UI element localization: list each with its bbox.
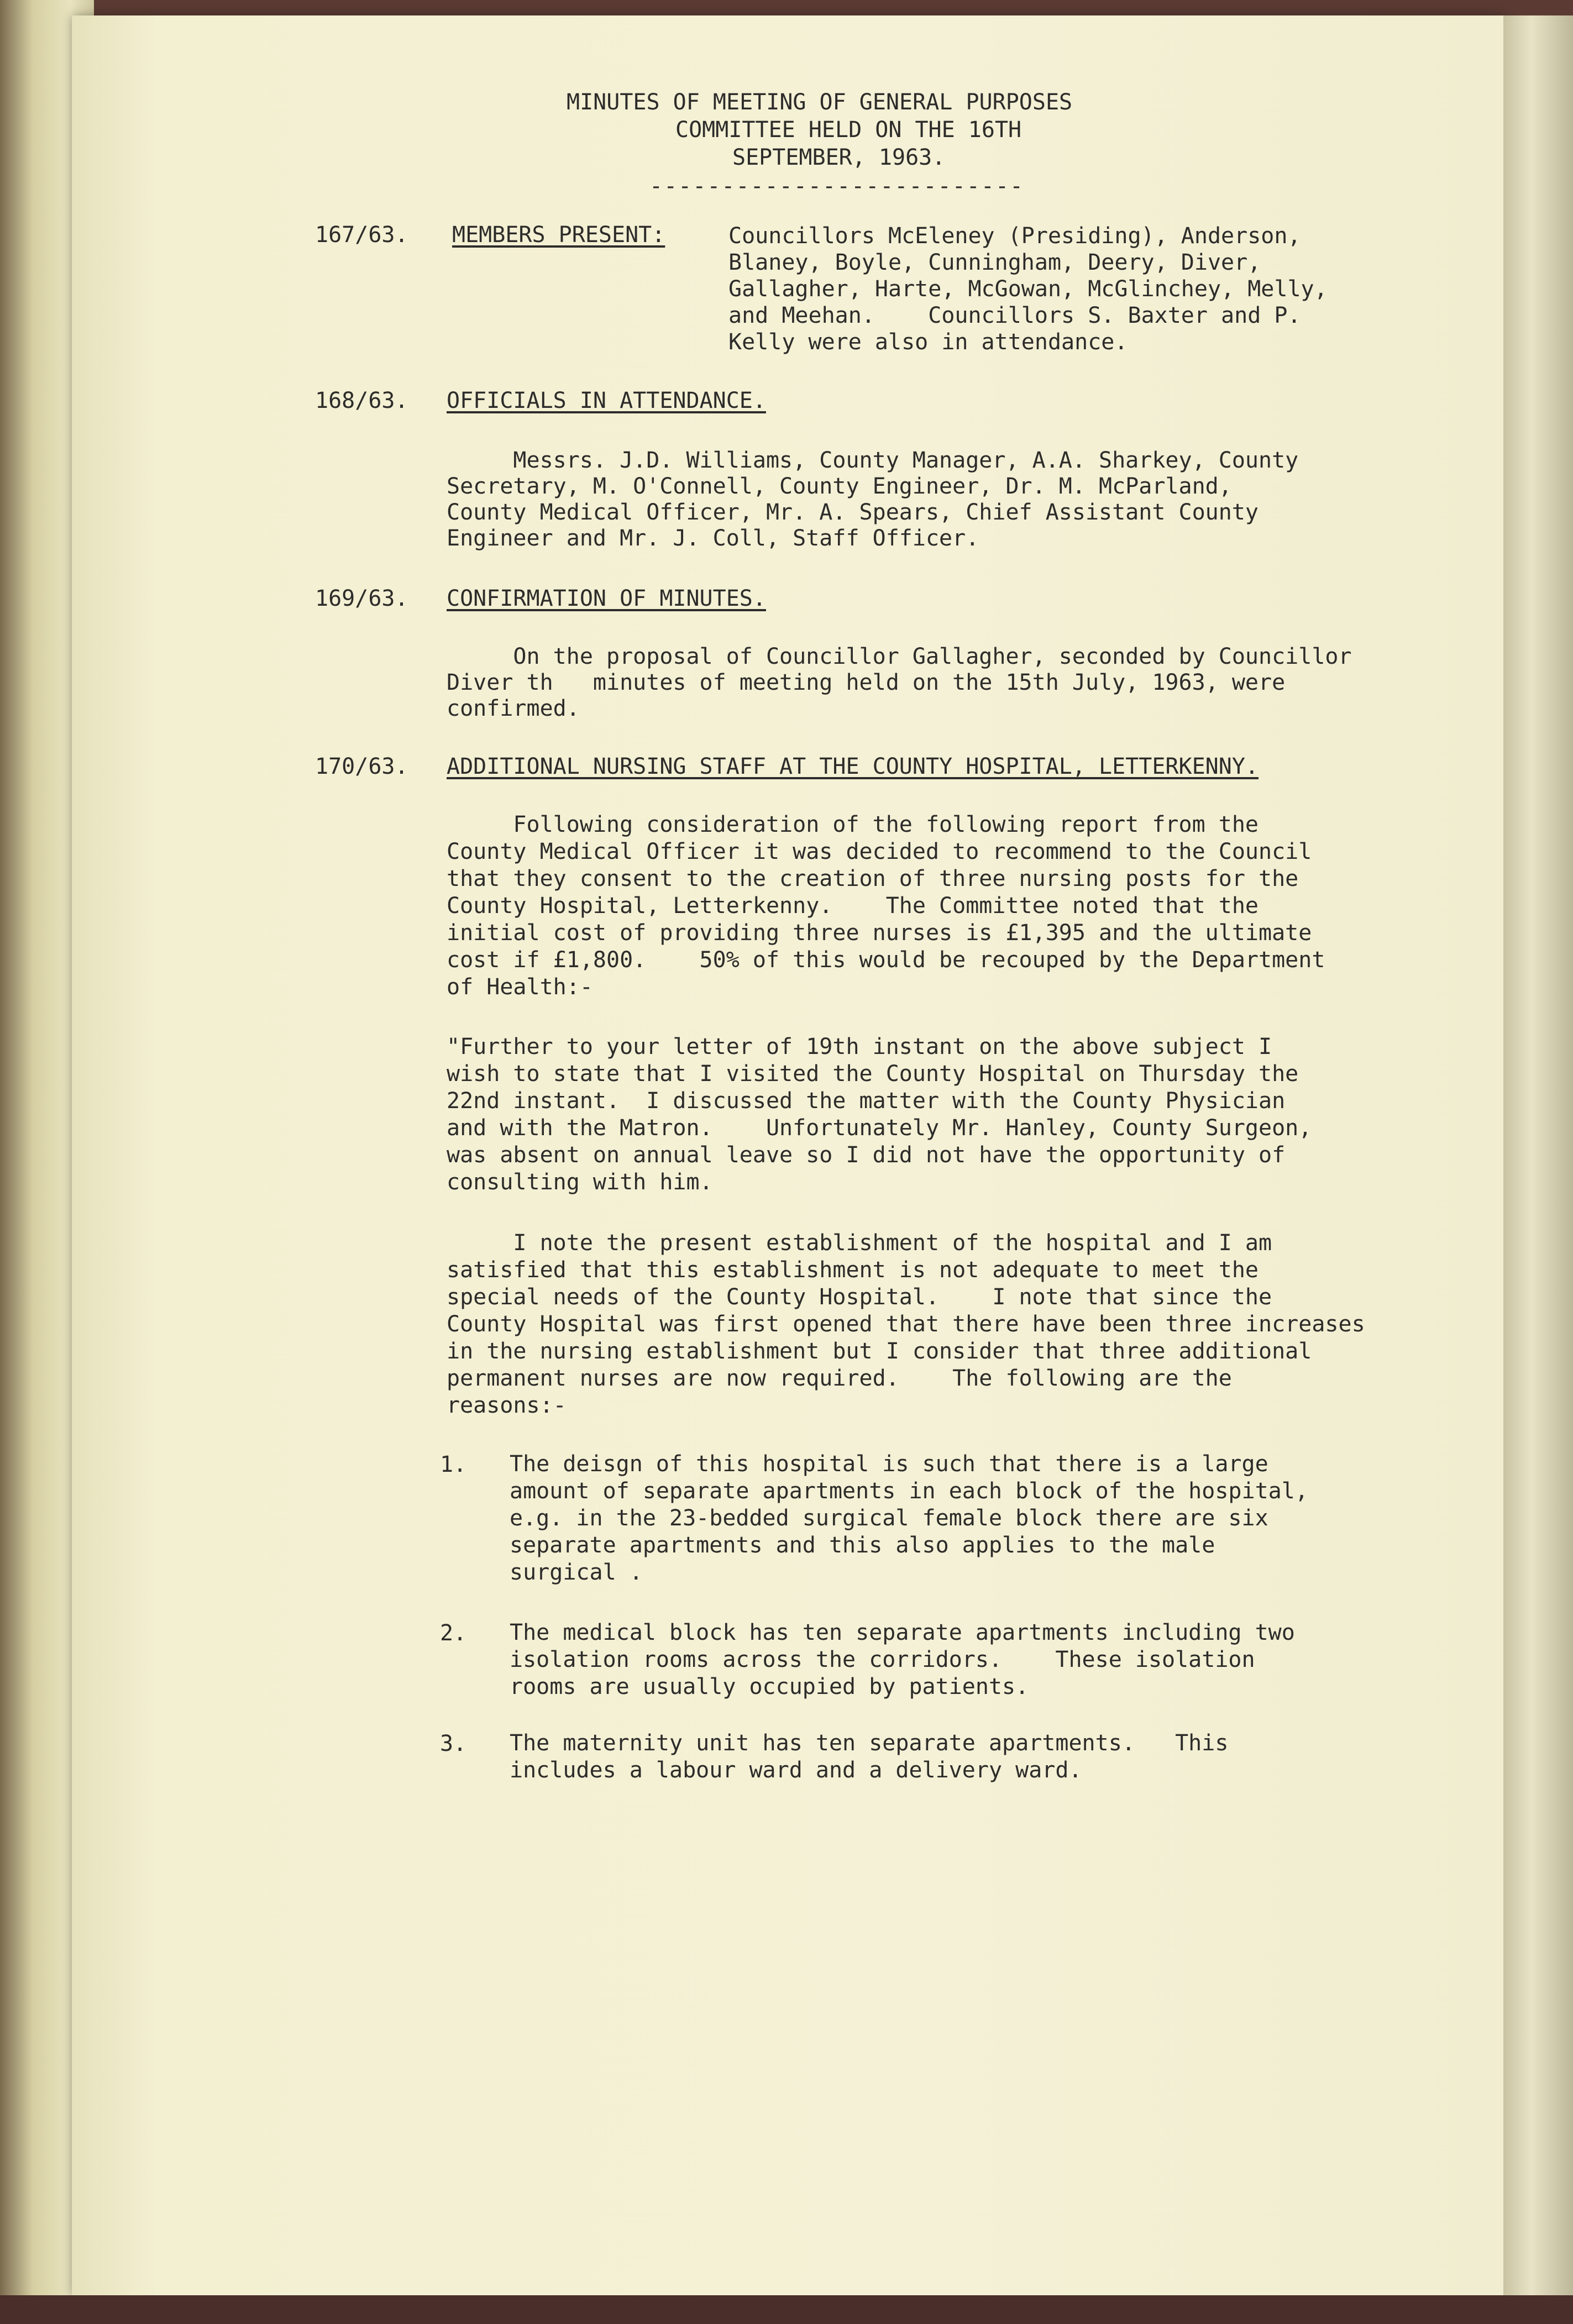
section-number-170: 170/63. — [315, 754, 408, 779]
paragraph-report-letter: "Further to your letter of 19th instant on the above subject I wish to state that I visited the County Hospital on Thursday the 22nd instant. I discussed the matter with the County Physician and with the Matron. Unfortunately Mr. Hanley, County Surgeon, was absent on annual leave so I did not have the opportunity of consulting with him. — [447, 1034, 1312, 1195]
section-body-members-present: Councillors McEleney (Presiding), Anderson, Blaney, Boyle, Cunningham, Deery, Diver, Gallagher, Harte, McGowan, McGlinchey, Melly, and Meehan. Councillors S. Baxter and P. Kelly were also in attendance. — [728, 223, 1328, 355]
section-number-169: 169/63. — [315, 586, 408, 611]
section-heading-officials-in-attendance: OFFICIALS IN ATTENDANCE. — [447, 388, 766, 413]
section-body-confirmation-of-minutes: On the proposal of Councillor Gallagher, seconded by Councillor Diver th minutes of meeting held on the 15th July, 1963, were confirmed. — [447, 644, 1352, 721]
reason-number-2: 2. — [440, 1620, 467, 1646]
page-edge-right — [1503, 15, 1573, 2295]
document-title-line-2: COMMITTEE HELD ON THE 16TH — [675, 117, 1022, 143]
scan-background-bottom — [0, 2295, 1573, 2324]
document-title-line-1: MINUTES OF MEETING OF GENERAL PURPOSES — [567, 90, 1073, 115]
section-number-167: 167/63. — [315, 222, 408, 248]
section-body-officials-in-attendance: Messrs. J.D. Williams, County Manager, A.A. Sharkey, County Secretary, M. O'Connell, County Engineer, Dr. M. McParland, County Medical Officer, Mr. A. Spears, Chief Assistant County Engineer and Mr. J. Coll, Staff Officer. — [447, 448, 1299, 551]
paragraph-establishment: I note the present establishment of the hospital and I am satisfied that this establishment is not adequate to meet the special needs of the County Hospital. I note that since the County Hospital was first opened that there have been three increases in the nursing establishment but I consider that three additional permanent nurses are now required. The following are the reasons:- — [447, 1230, 1365, 1418]
section-heading-confirmation-of-minutes: CONFIRMATION OF MINUTES. — [447, 586, 766, 611]
reason-text-1: The deisgn of this hospital is such that there is a large amount of separate apartments in each block of the hospital, e.g. in the 23-bedded surgical female block there are six separate apartments and this also applies to the male surgical . — [510, 1451, 1308, 1585]
reason-number-1: 1. — [440, 1452, 467, 1477]
reason-text-3: The maternity unit has ten separate apartments. This includes a labour ward and a delivery ward. — [510, 1730, 1229, 1783]
document-title-line-3: SEPTEMBER, 1963. — [732, 145, 946, 170]
section-heading-members-present: MEMBERS PRESENT: — [452, 222, 665, 248]
section-number-168: 168/63. — [315, 388, 408, 413]
reason-text-2: The medical block has ten separate apartments including two isolation rooms across the corridors. These isolation rooms are usually occupied by patients. — [510, 1620, 1295, 1699]
reason-number-3: 3. — [440, 1731, 467, 1756]
title-underline-rule: -------------------------- — [649, 174, 1025, 199]
section-heading-additional-nursing-staff: ADDITIONAL NURSING STAFF AT THE COUNTY HOSPITAL, LETTERKENNY. — [447, 754, 1259, 779]
paragraph-committee-decision: Following consideration of the following report from the County Medical Officer it was decided to recommend to the Council that they consent to the creation of three nursing posts for the County Hospital, Letterkenny. The Committee noted that the initial cost of providing three nurses is £1,395 and the ultimate cost if £1,800. 50% of this would be recouped by the Department of Health:- — [447, 812, 1325, 1000]
